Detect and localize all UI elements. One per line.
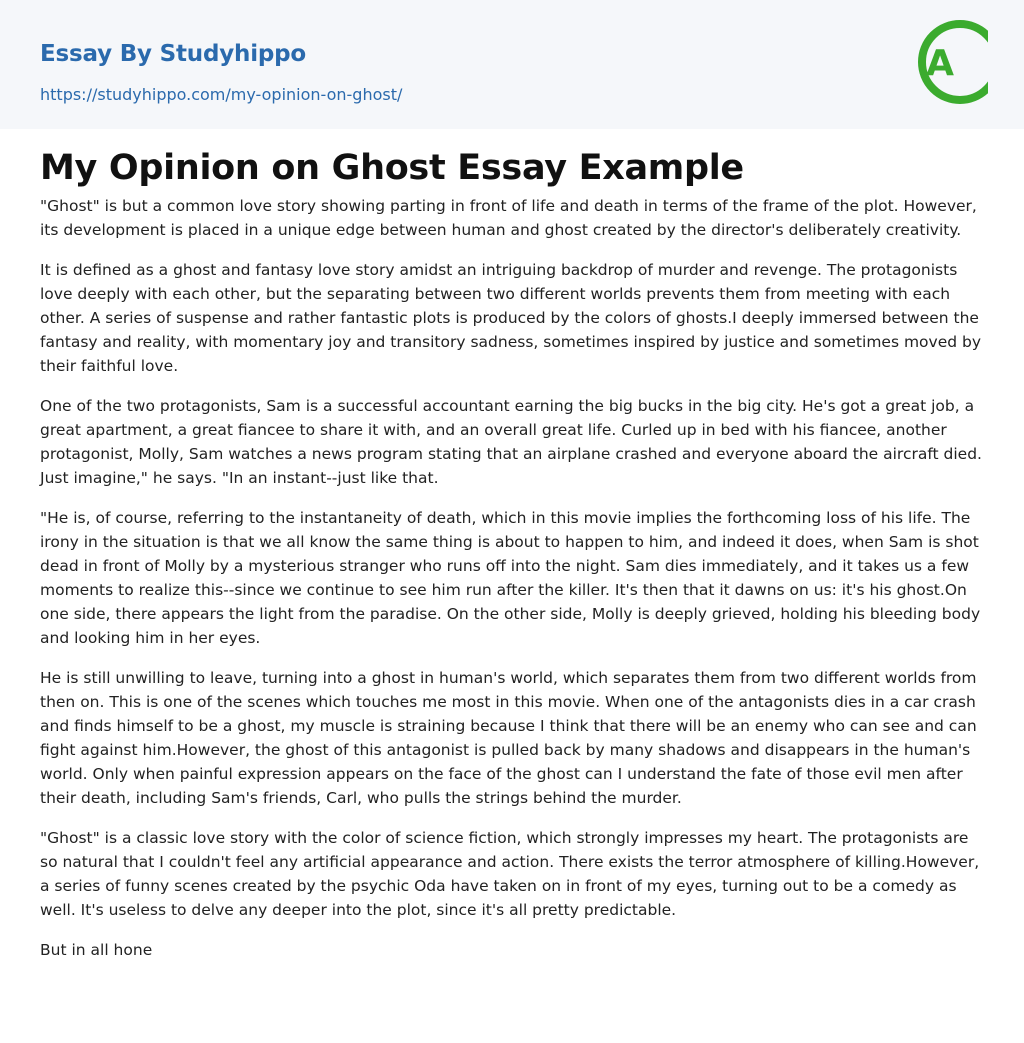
paragraph: "He is, of course, referring to the instantaneity of death, which in this movie implies the forthcoming loss of his life. The irony in the situation is that we all know the same thing is about to happen to him, and indeed it does, when Sam is shot dead in front of Molly by a mysterious stranger who runs off into the night. Sam dies immediately, and it takes us a few moments to realize this--since we continue to see him run after the killer. It's then that it dawns on us: it's his ghost.On one side, there appears the light from the paradise. On the other side, Molly is deeply grieved, holding his bleeding body and looking him in her eyes.: [40, 509, 981, 647]
paragraph: It is defined as a ghost and fantasy love story amidst an intriguing backdrop of murder and revenge. The protagonists love deeply with each other, but the separating between two different worlds prevents them from meeting with each other. A series of suspense and rather fantastic plots is produced by the colors of ghosts.I deeply immersed between the fantasy and reality, with momentary joy and transitory sadness, sometimes inspired by justice and sometimes moved by their faithful love.: [40, 261, 982, 375]
paragraph-truncated: But in all hone: [40, 941, 153, 959]
paragraph: "Ghost" is but a common love story showing parting in front of life and death in terms of the frame of the plot. However, its development is placed in a unique edge between human and ghost created by the director's deliberately creativity.: [40, 197, 977, 239]
logo-letter: A: [926, 43, 954, 84]
brand-title[interactable]: Essay By Studyhippo: [40, 41, 307, 67]
studyhippo-logo-icon[interactable]: [910, 18, 988, 106]
article-body: [40, 194, 984, 978]
paragraph: He is still unwilling to leave, turning into a ghost in human's world, which separates them from two different worlds from then on. This is one of the scenes which touches me most in this movie. When one of the antagonists dies in a car crash and finds himself to be a ghost, my muscle is straining because I think that there will be an enemy who can see and can fight against him.However, the ghost of this antagonist is pulled back by many shadows and disappears in the human's world. Only when painful expression appears on the face of the ghost can I understand the fate of those evil men after their death, including Sam's friends, Carl, who pulls the strings behind the murder.: [40, 669, 977, 807]
paragraph: One of the two protagonists, Sam is a successful accountant earning the big bucks in the big city. He's got a great job, a great apartment, a great fiancee to share it with, and an overall great life. Curled up in bed with his fiancee, another protagonist, Molly, Sam watches a news program stating that an airplane crashed and everyone aboard the aircraft died. Just imagine," he says. "In an instant--just like that.: [40, 397, 982, 487]
page-title: My Opinion on Ghost Essay Example: [40, 148, 744, 188]
paragraph: "Ghost" is a classic love story with the color of science fiction, which strongly impresses my heart. The protagonists are so natural that I couldn't feel any artificial appearance and action. There exists the terror atmosphere of killing.However, a series of funny scenes created by the psychic Oda have taken on in front of my eyes, turning out to be a comedy as well. It's useless to delve any deeper into the plot, since it's all pretty predictable.: [40, 829, 980, 919]
source-url-link[interactable]: https://studyhippo.com/my-opinion-on-ghost/: [40, 85, 403, 104]
